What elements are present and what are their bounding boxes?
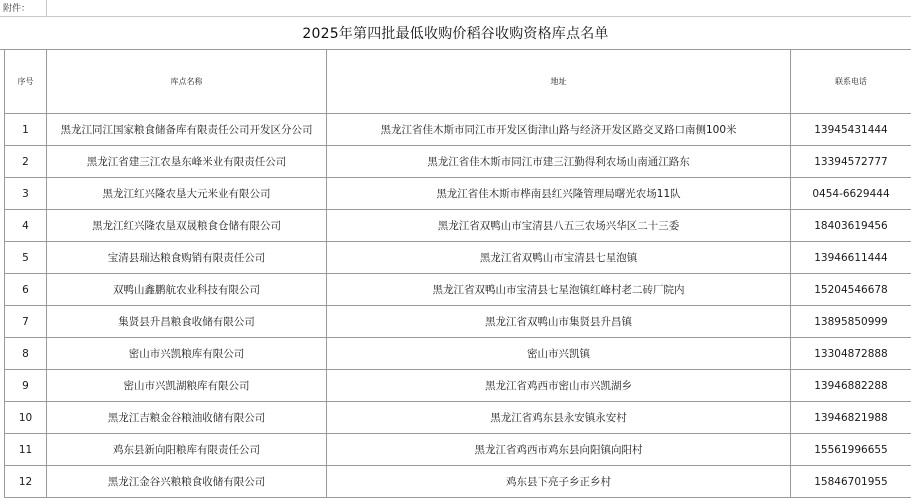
header-phone: 联系电话 <box>791 50 911 114</box>
row-phone: 13946821988 <box>791 402 911 434</box>
row-address: 鸡东县下亮子乡正乡村 <box>327 466 791 498</box>
row-phone: 18403619456 <box>791 210 911 242</box>
header-address: 地址 <box>327 50 791 114</box>
table-row <box>5 466 911 498</box>
row-address: 黑龙江省双鸭山市宝清县七星泡镇红峰村老二砖厂院内 <box>327 274 791 306</box>
row-name: 黑龙江省建三江农垦东峰米业有限责任公司 <box>47 146 327 178</box>
row-address: 黑龙江省佳木斯市桦南县红兴隆管理局曙光农场11队 <box>327 178 791 210</box>
row-phone: 0454-6629444 <box>791 178 911 210</box>
depot-list-table <box>4 49 911 498</box>
row-name: 黑龙江红兴隆农垦双晟粮食仓储有限公司 <box>47 210 327 242</box>
document-title: 2025年第四批最低收购价稻谷收购资格库点名单 <box>302 25 609 42</box>
row-name: 密山市兴凯粮库有限公司 <box>47 338 327 370</box>
cell-divider <box>46 0 47 16</box>
row-name: 宝清县瑞达粮食购销有限责任公司 <box>47 242 327 274</box>
row-name: 黑龙江同江国家粮食储备库有限责任公司开发区分公司 <box>47 114 327 146</box>
table-row <box>5 146 911 178</box>
row-name: 集贤县升昌粮食收储有限公司 <box>47 306 327 338</box>
attachment-row <box>0 0 911 17</box>
table-row <box>5 402 911 434</box>
header-name: 库点名称 <box>47 50 327 114</box>
row-index: 6 <box>5 274 47 306</box>
table-row <box>5 178 911 210</box>
attachment-label: 附件： <box>3 4 31 14</box>
row-address: 黑龙江省双鸭山市宝清县八五三农场兴华区二十三委 <box>327 210 791 242</box>
row-address: 黑龙江省双鸭山市集贤县升昌镇 <box>327 306 791 338</box>
title-row <box>0 16 911 50</box>
table-row <box>5 306 911 338</box>
table-row <box>5 242 911 274</box>
row-index: 1 <box>5 114 47 146</box>
row-index: 7 <box>5 306 47 338</box>
row-phone: 13946611444 <box>791 242 911 274</box>
row-index: 4 <box>5 210 47 242</box>
row-name: 黑龙江金谷兴粮粮食收储有限公司 <box>47 466 327 498</box>
row-index: 10 <box>5 402 47 434</box>
row-address: 黑龙江省佳木斯市同江市开发区街津山路与经济开发区路交叉路口南侧100米 <box>327 114 791 146</box>
header-index: 序号 <box>5 50 47 114</box>
row-name: 黑龙江红兴隆农垦大元米业有限公司 <box>47 178 327 210</box>
row-phone: 13394572777 <box>791 146 911 178</box>
table-row <box>5 338 911 370</box>
row-phone: 13945431444 <box>791 114 911 146</box>
row-phone: 13304872888 <box>791 338 911 370</box>
header-row <box>5 50 911 114</box>
row-index: 12 <box>5 466 47 498</box>
row-index: 5 <box>5 242 47 274</box>
row-address: 黑龙江省鸡西市鸡东县向阳镇向阳村 <box>327 434 791 466</box>
row-index: 9 <box>5 370 47 402</box>
row-address: 黑龙江省鸡东县永安镇永安村 <box>327 402 791 434</box>
row-index: 8 <box>5 338 47 370</box>
row-index: 3 <box>5 178 47 210</box>
table-row <box>5 274 911 306</box>
table-row <box>5 434 911 466</box>
row-phone: 15846701955 <box>791 466 911 498</box>
row-address: 黑龙江省双鸭山市宝清县七星泡镇 <box>327 242 791 274</box>
row-address: 密山市兴凯镇 <box>327 338 791 370</box>
row-address: 黑龙江省佳木斯市同江市建三江勤得利农场山南通江路东 <box>327 146 791 178</box>
row-index: 11 <box>5 434 47 466</box>
row-index: 2 <box>5 146 47 178</box>
row-phone: 15204546678 <box>791 274 911 306</box>
row-name: 黑龙江吉粮金谷粮油收储有限公司 <box>47 402 327 434</box>
row-name: 双鸭山鑫鹏航农业科技有限公司 <box>47 274 327 306</box>
row-name: 密山市兴凯湖粮库有限公司 <box>47 370 327 402</box>
table-row <box>5 210 911 242</box>
row-name: 鸡东县新向阳粮库有限责任公司 <box>47 434 327 466</box>
table-row <box>5 370 911 402</box>
row-phone: 13895850999 <box>791 306 911 338</box>
row-address: 黑龙江省鸡西市密山市兴凯湖乡 <box>327 370 791 402</box>
row-phone: 13946882288 <box>791 370 911 402</box>
row-phone: 15561996655 <box>791 434 911 466</box>
table-row <box>5 114 911 146</box>
